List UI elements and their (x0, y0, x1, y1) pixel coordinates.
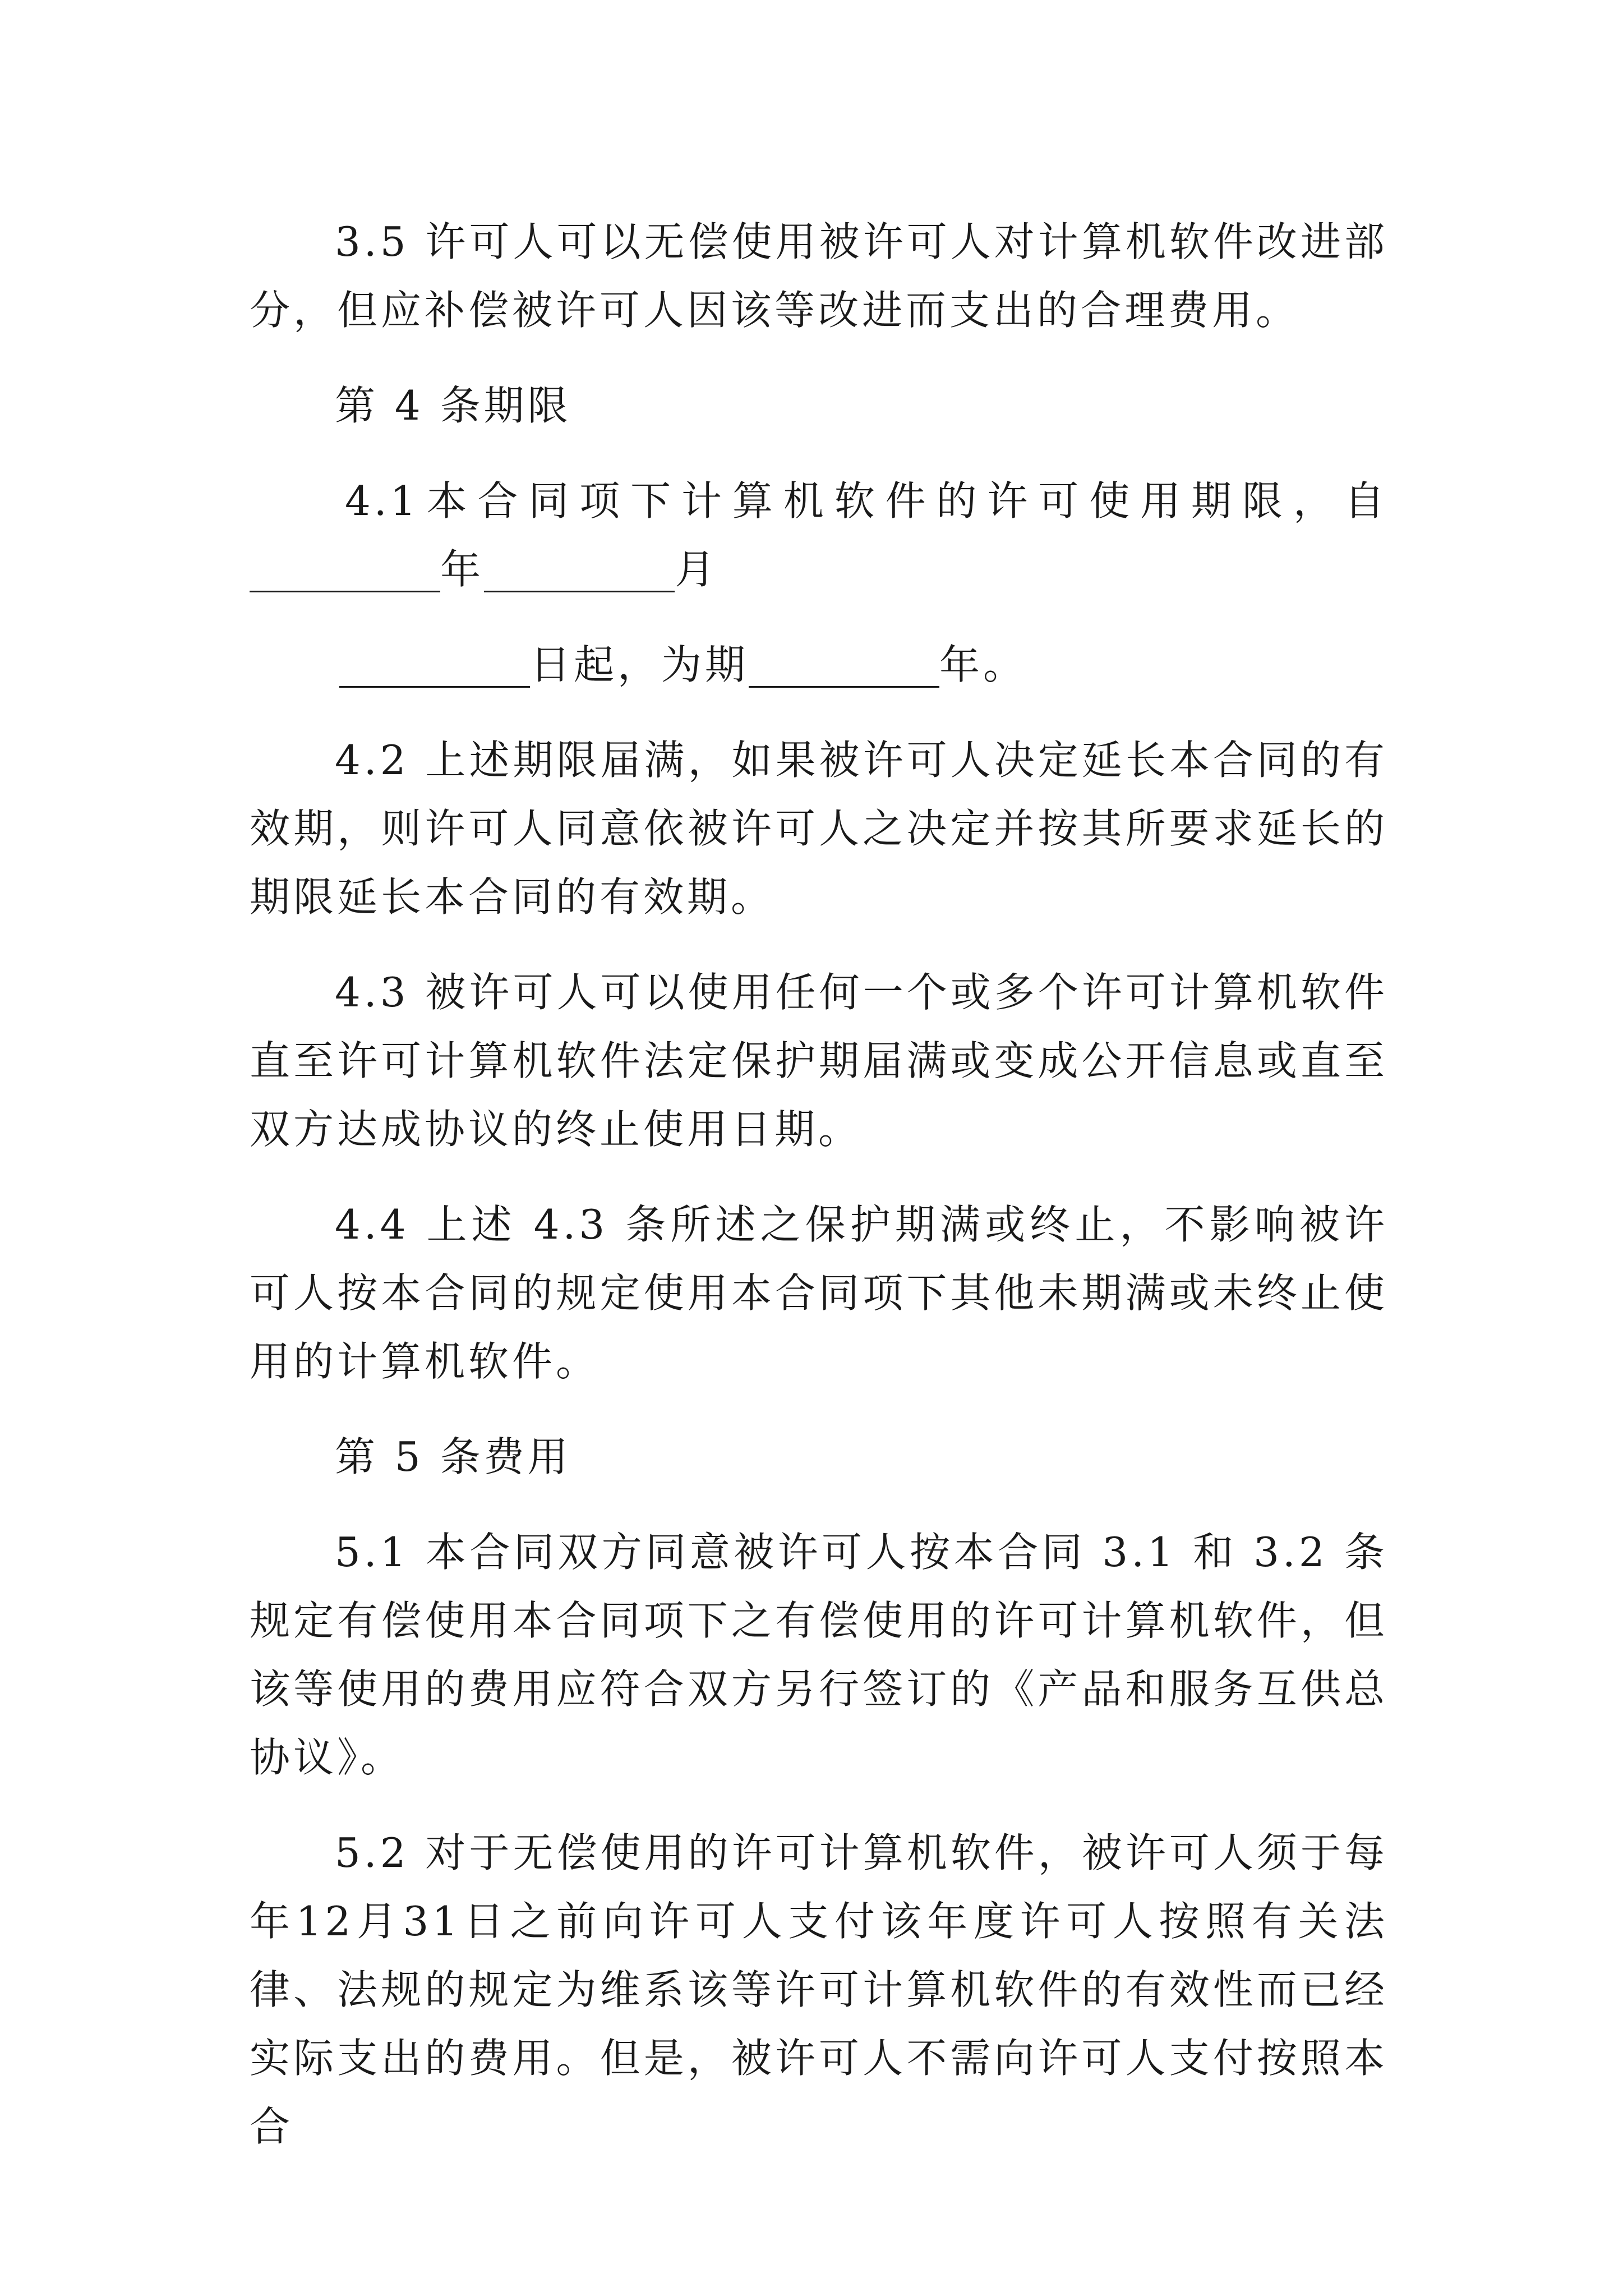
p4-1-token: 机 (783, 477, 827, 524)
p4-1-token: 计 (681, 477, 725, 524)
paragraph-4-3: 4.3 被许可人可以使用任何一个或多个许可计算机软件直至许可计算机软件法定保护期届满或变成公开信息或直至双方达成协议的终止使用日期。 (250, 969, 1388, 1153)
blank-line-year (250, 545, 440, 592)
day-label: 日起，为期 (530, 641, 749, 688)
p4-1-token: 算 (732, 477, 776, 524)
paragraph-4-1 (250, 467, 1388, 699)
p4-1-token: 可 (1038, 477, 1082, 524)
paragraph-5-2: 5.2 对于无偿使用的许可计算机软件，被许可人须于每年12月31日之前向许可人支付该年度许可人按照有关法律、法规的规定为维系该等许可计算机软件的有效性而已经实际支出的费用。但是，被许可人不需向许可人支付按照本合 (250, 1829, 1388, 2150)
p4-1-token: 合 (477, 477, 522, 524)
p4-1-token: 期 (1191, 477, 1235, 524)
p4-1-token: 软 (834, 477, 878, 524)
paragraph-3-5: 3.5 许可人可以无偿使用被许可人对计算机软件改进部分，但应补偿被许可人因该等改进而支出的合理费用。 (250, 218, 1388, 334)
paragraph-4-1-line-1 (250, 467, 1388, 535)
p4-1-token: ， (1293, 477, 1337, 524)
paragraph-4-1-line-2 (250, 535, 1388, 604)
section-heading-5: 第 5 条费用 (335, 1433, 571, 1480)
p4-1-token: 用 (1140, 477, 1184, 524)
p4-1-token: 件 (885, 477, 929, 524)
paragraph-4-2: 4.2 上述期限届满，如果被许可人决定延长本合同的有效期，则许可人同意依被许可人之决定并按其所要求延长的期限延长本合同的有效期。 (250, 737, 1388, 921)
p4-1-token: 同 (528, 477, 573, 524)
blank-line-month (484, 545, 675, 592)
month-label: 月 (675, 546, 719, 593)
p4-1-token: 的 (936, 477, 980, 524)
year-label: 年 (440, 546, 485, 593)
p4-1-token: 使 (1089, 477, 1133, 524)
p4-1-token: 下 (630, 477, 675, 524)
paragraph-4-4: 4.4 上述 4.3 条所述之保护期满或终止，不影响被许可人按本合同的规定使用本合同项下其他未期满或未终止使用的计算机软件。 (250, 1201, 1388, 1385)
p4-1-token: 本 (426, 477, 471, 524)
p4-1-token: 许 (987, 477, 1031, 524)
blank-line-duration (749, 640, 939, 688)
p4-1-token: 自 (1344, 477, 1388, 524)
paragraph-5-1: 5.1 本合同双方同意被许可人按本合同 3.1 和 3.2 条规定有偿使用本合同项下之有偿使用的许可计算机软件，但该等使用的费用应符合双方另行签订的《产品和服务互供总协议》。 (250, 1529, 1388, 1781)
section-heading-4: 第 4 条期限 (335, 382, 571, 429)
p4-1-token: 项 (579, 477, 624, 524)
p4-1-token: 4.1 (345, 477, 419, 524)
p4-1-token: 限 (1242, 477, 1286, 524)
duration-label: 年。 (939, 641, 1027, 688)
blank-line-day (339, 640, 530, 688)
paragraph-4-1-line-3 (250, 631, 1388, 699)
document-page (250, 208, 1388, 2188)
